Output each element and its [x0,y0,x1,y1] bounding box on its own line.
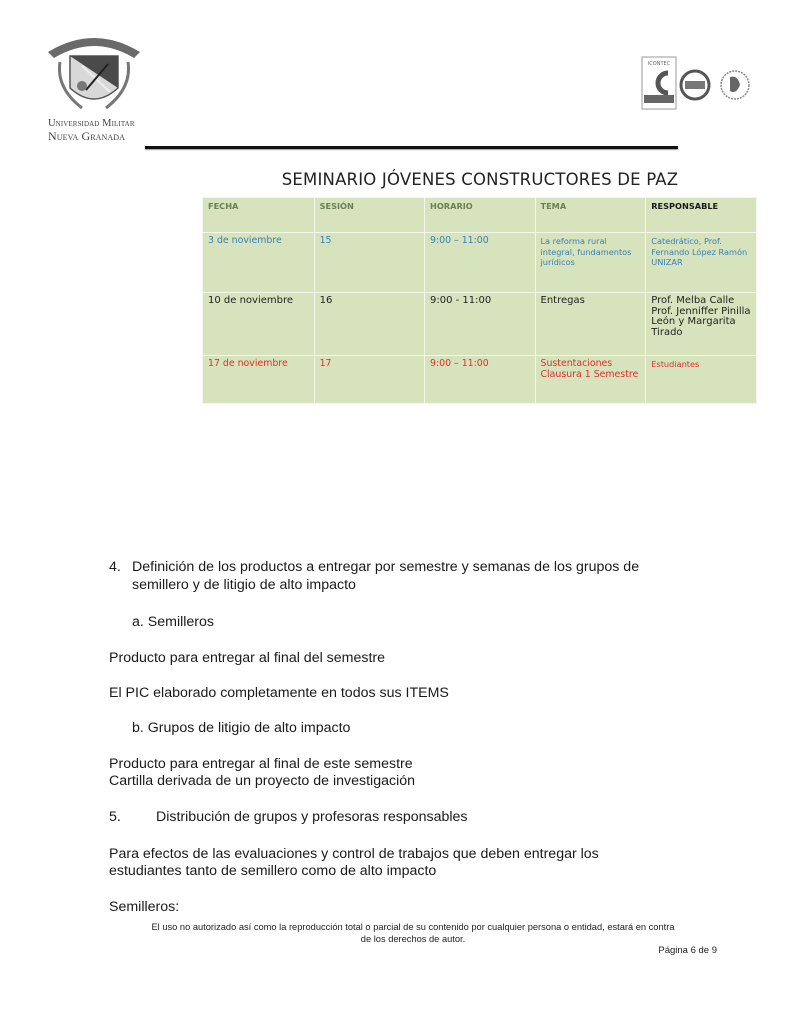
certification-seals [640,55,760,120]
table-row [203,356,757,404]
item-5-text: Distribución de grupos y profesoras responsables [156,809,468,825]
item-4-line2: semillero y de litigio de alto impacto [132,577,356,593]
column-header: RESPONSABLE [646,198,757,233]
item-5-number: 5. [109,809,121,825]
table-row [203,233,757,293]
university-name-line2: Nueva Granada [48,129,126,143]
paragraph-evaluations-line2: estudiantes tanto de semillero como de alto impacto [109,863,437,879]
table-row [203,293,757,356]
paragraph-product-line1: Producto para entregar al final de este semestre [109,756,413,772]
cell-tema: Entregas [535,293,646,356]
cell-fecha: 10 de noviembre [203,293,315,356]
table-header-row [203,198,757,233]
copyright-line2: de los derechos de autor. [360,934,466,944]
semilleros-label: Semilleros: [109,899,180,915]
subitem-a: a. Semilleros [132,614,215,630]
page-number: Página 6 de 9 [658,945,717,956]
column-header: TEMA [535,198,646,233]
cell-sesion: 17 [314,356,424,404]
cell-sesion: 16 [314,293,424,356]
paragraph-product-semester: Producto para entregar al final del semestre [109,650,386,666]
subitem-b: b. Grupos de litigio de alto impacto [132,720,351,736]
coat-of-arms-icon [42,22,146,118]
seminar-title: SEMINARIO JÓVENES CONSTRUCTORES DE PAZ [281,170,679,189]
header-divider [145,146,678,149]
item-4-number: 4. [109,559,121,575]
university-name [48,118,148,142]
university-name-line1: Universidad Militar [48,118,135,129]
paragraph-pic: El PIC elaborado completamente en todos sus ITEMS [109,685,449,701]
cell-responsable: Estudiantes [646,356,757,404]
ntcgp-seal-icon [721,71,749,99]
seminar-schedule-table [202,197,757,404]
cell-responsable: Catedrático, Prof. Fernando López Ramón UNIZAR [646,233,757,293]
column-header: FECHA [203,198,315,233]
column-header: SESIÓN [314,198,424,233]
cell-tema: La reforma rural integral, fundamentos jurídicos [535,233,646,293]
iqnet-seal-icon [681,71,709,99]
item-4-line1: Definición de los productos a entregar por semestre y semanas de los grupos de [132,559,640,575]
cell-horario: 9:00 – 11:00 [425,356,536,404]
cell-fecha: 3 de noviembre [203,233,315,293]
cell-fecha: 17 de noviembre [203,356,315,404]
paragraph-evaluations-line1: Para efectos de las evaluaciones y control de trabajos que deben entregar los [109,846,599,862]
copyright-line1: El uso no autorizado así como la reproducción total o parcial de su contenido por cualquier persona o entidad, estará en contra [151,922,675,932]
column-header: HORARIO [425,198,536,233]
copyright-note [108,921,718,945]
cell-horario: 9:00 – 11:00 [425,233,536,293]
svg-text:ICONTEC: ICONTEC [647,61,671,67]
cell-tema: Sustentaciones Clausura 1 Semestre [535,356,646,404]
cell-responsable: Prof. Melba Calle Prof. Jenniffer Pinilla León y Margarita Tirado [646,293,757,356]
icontec-seal-icon [642,57,676,109]
paragraph-product-line2: Cartilla derivada de un proyecto de investigación [109,773,416,789]
cell-sesion: 15 [314,233,424,293]
cell-horario: 9:00 - 11:00 [425,293,536,356]
